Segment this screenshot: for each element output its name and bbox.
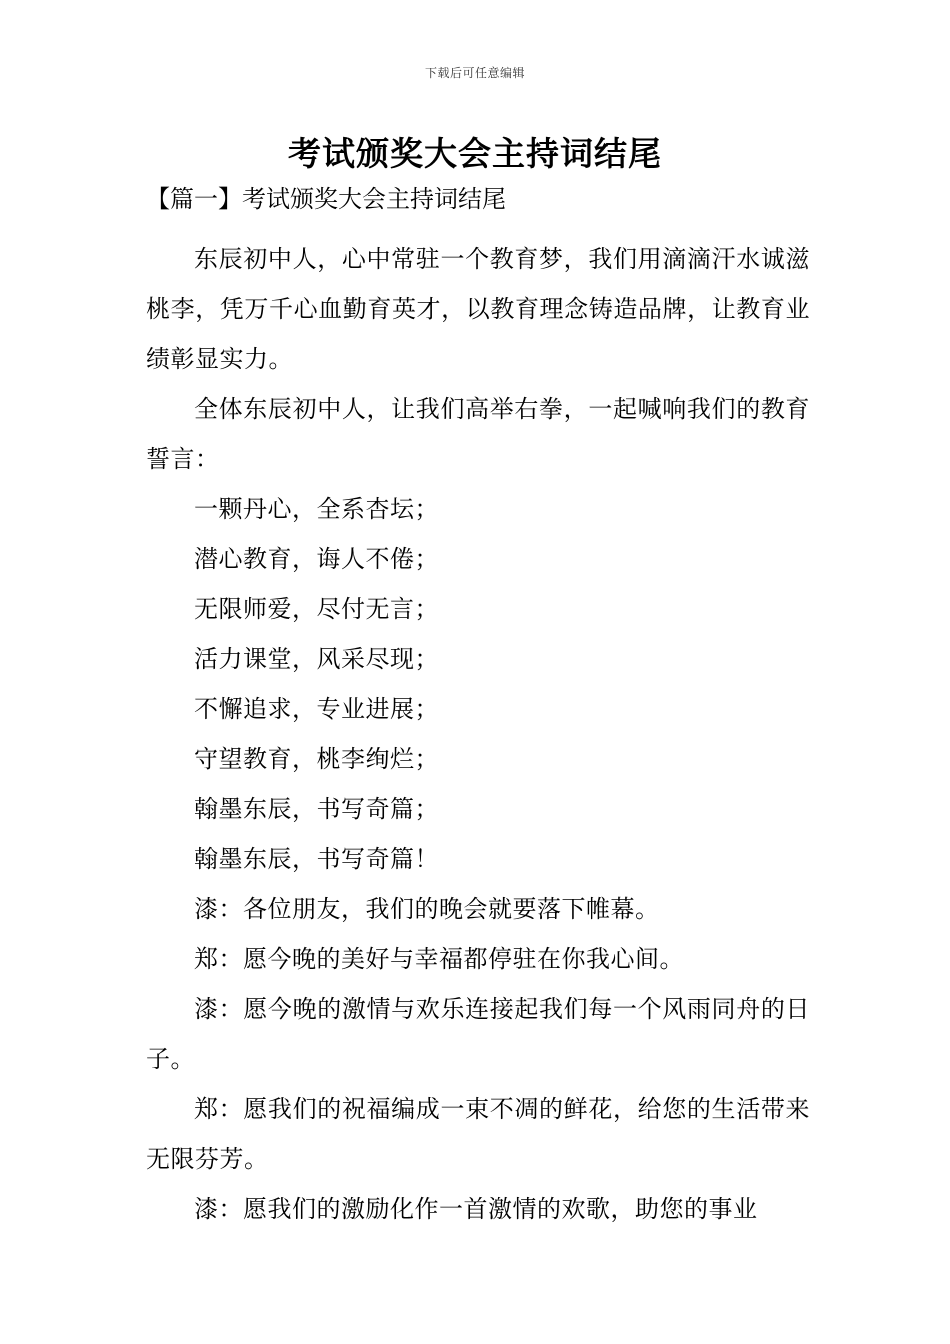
- paragraph: 郑：愿今晚的美好与幸福都停驻在你我心间。: [194, 945, 684, 973]
- paragraph: 一颗丹心，全系杏坛；: [194, 495, 439, 523]
- paragraph: 漆：愿今晚的激情与欢乐连接起我们每一个风雨同舟的日子。: [146, 995, 810, 1073]
- document-body: [146, 178, 810, 1234]
- paragraph: 翰墨东辰，书写奇篇！: [194, 845, 439, 873]
- paragraph: 东辰初中人，心中常驻一个教育梦，我们用滴滴汗水诚滋桃李，凭万千心血勤育英才，以教育理念铸造品牌，让教育业绩彰显实力。: [146, 245, 810, 373]
- paragraph: 漆：各位朋友，我们的晚会就要落下帷幕。: [194, 895, 660, 923]
- document-title: 考试颁奖大会主持词结尾: [288, 134, 662, 173]
- paragraph: 无限师爱，尽付无言；: [194, 595, 439, 623]
- paragraph: 全体东辰初中人，让我们高举右拳，一起喊响我们的教育誓言：: [146, 395, 810, 473]
- paragraph: 漆：愿我们的激励化作一首激情的欢歌，助您的事业: [194, 1195, 758, 1223]
- paragraph: 活力课堂，风采尽现；: [194, 645, 439, 673]
- paragraph: 不懈追求，专业进展；: [194, 695, 439, 723]
- paragraph: 守望教育，桃李绚烂；: [194, 745, 439, 773]
- paragraph: 郑：愿我们的祝福编成一束不凋的鲜花，给您的生活带来无限芬芳。: [146, 1095, 810, 1173]
- section-heading: 【篇一】考试颁奖大会主持词结尾: [146, 185, 506, 213]
- paragraph: 翰墨东辰，书写奇篇；: [194, 795, 439, 823]
- header-note: 下载后可任意编辑: [424, 66, 525, 80]
- paragraph: 潜心教育，诲人不倦；: [194, 545, 439, 573]
